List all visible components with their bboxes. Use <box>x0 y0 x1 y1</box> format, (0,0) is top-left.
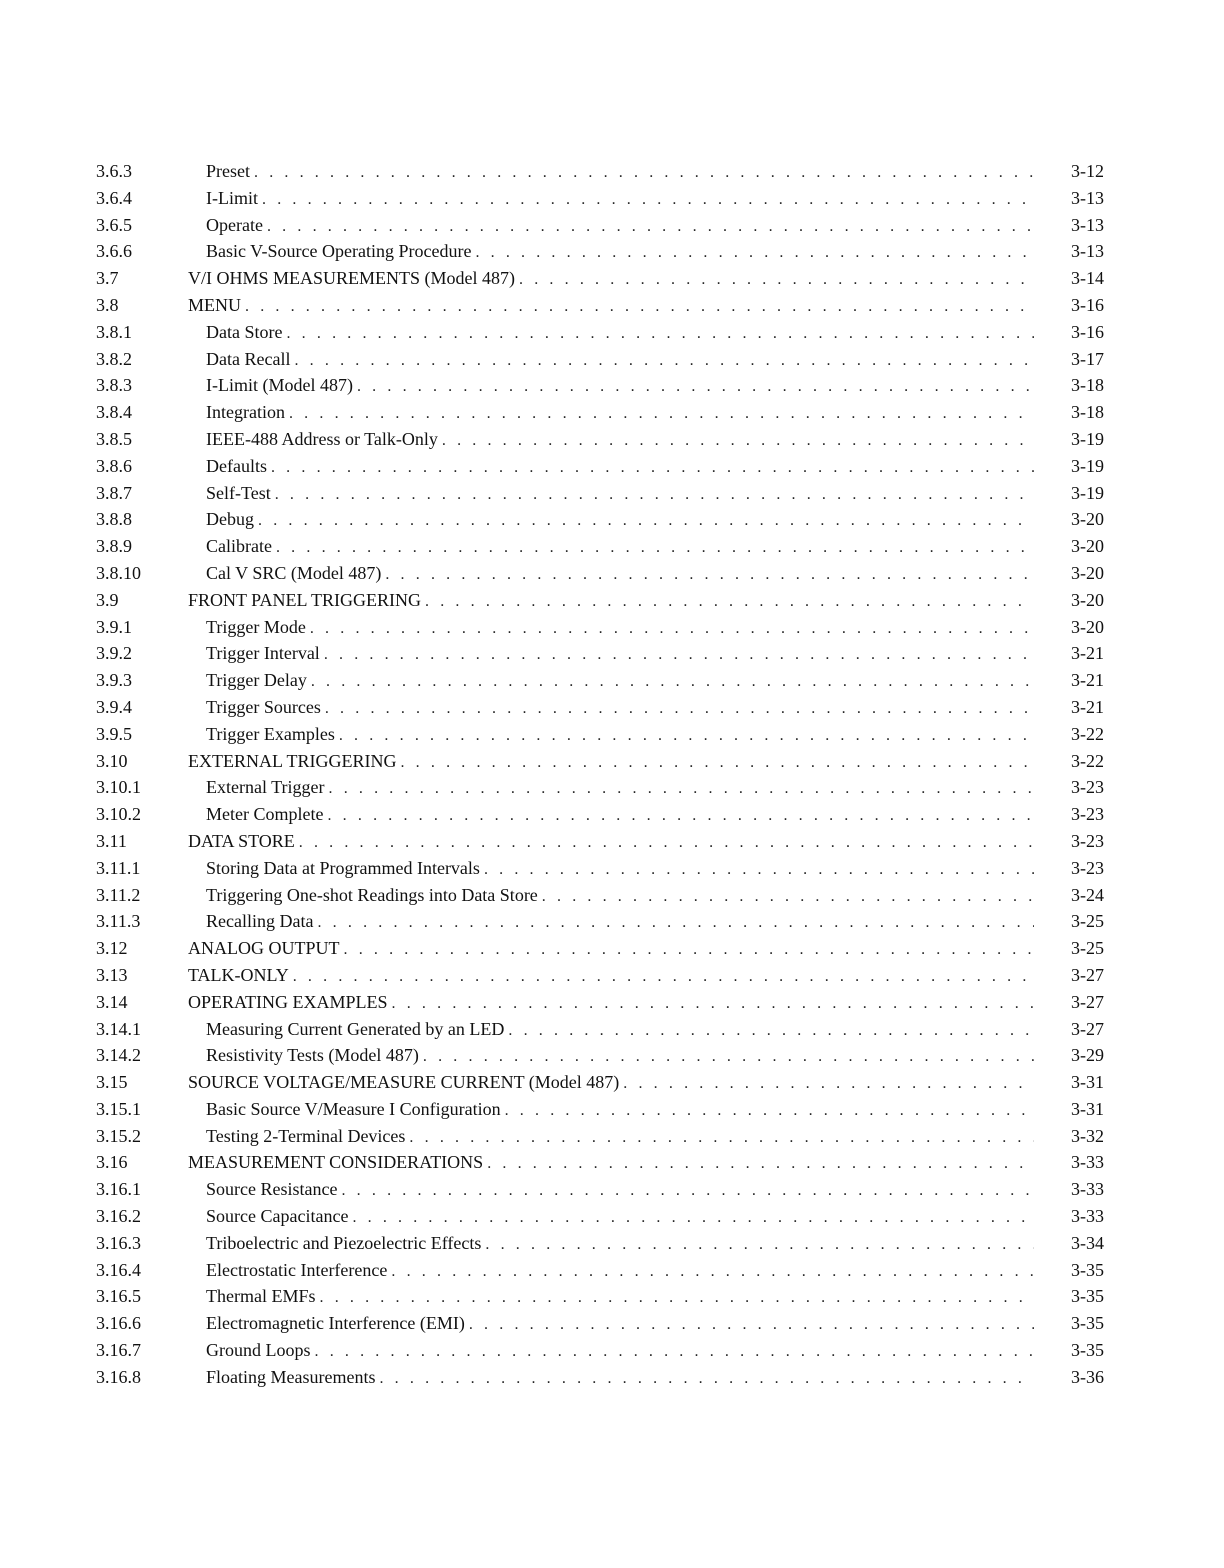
toc-section-number: 3.16.2 <box>96 1206 141 1227</box>
toc-page-number: 3-31 <box>1071 1072 1104 1093</box>
toc-section-title: Integration <box>206 402 285 423</box>
toc-section-title: Basic Source V/Measure I Configuration <box>206 1098 501 1119</box>
toc-title-wrap <box>188 614 1034 643</box>
toc-title-wrap <box>188 721 1034 750</box>
toc-title-wrap <box>188 238 1034 267</box>
toc-section-title: Resistivity Tests (Model 487) <box>206 1045 419 1066</box>
toc-dot-leader <box>275 482 1034 509</box>
toc-title-wrap <box>188 962 1034 991</box>
toc-page-number: 3-35 <box>1071 1340 1104 1361</box>
toc-section-title: ANALOG OUTPUT <box>188 938 340 959</box>
toc-dot-leader <box>299 830 1034 857</box>
toc-title-wrap <box>188 372 1034 401</box>
toc-entry <box>96 1337 1106 1364</box>
toc-section-number: 3.8.9 <box>96 536 132 557</box>
toc-section-title: Electrostatic Interference <box>206 1259 388 1280</box>
toc-section-number: 3.8.6 <box>96 455 132 476</box>
toc-entry <box>96 533 1106 560</box>
toc-section-number: 3.16.6 <box>96 1313 141 1334</box>
toc-entry <box>96 372 1106 399</box>
toc-section-title: Triboelectric and Piezoelectric Effects <box>206 1232 482 1253</box>
toc-section-title: Trigger Mode <box>206 616 306 637</box>
toc-entry <box>96 292 1106 319</box>
toc-entry <box>96 1257 1106 1284</box>
toc-title-wrap <box>188 292 1034 321</box>
toc-page-number: 3-27 <box>1071 964 1104 985</box>
toc-dot-leader <box>409 1125 1034 1152</box>
toc-dot-leader <box>289 401 1034 428</box>
toc-section-number: 3.15.2 <box>96 1125 141 1146</box>
toc-section-title: Triggering One-shot Readings into Data Store <box>206 884 538 905</box>
toc-entry <box>96 801 1106 828</box>
toc-title-wrap <box>188 587 1034 616</box>
toc-section-number: 3.14 <box>96 991 128 1012</box>
toc-title-wrap <box>188 399 1034 428</box>
toc-title-wrap <box>188 801 1034 830</box>
toc-title-wrap <box>188 212 1034 241</box>
toc-section-number: 3.16.1 <box>96 1179 141 1200</box>
toc-section-title: Meter Complete <box>206 804 324 825</box>
toc-section-title: Recalling Data <box>206 911 314 932</box>
toc-title-wrap <box>188 1364 1034 1393</box>
toc-title-wrap <box>188 1042 1034 1071</box>
toc-dot-leader <box>271 455 1034 482</box>
toc-title-wrap <box>188 1123 1034 1152</box>
toc-title-wrap <box>188 319 1034 348</box>
toc-section-number: 3.9.3 <box>96 670 132 691</box>
toc-section-title: I-Limit (Model 487) <box>206 375 353 396</box>
toc-page-number: 3-23 <box>1071 804 1104 825</box>
toc-dot-leader <box>391 1259 1034 1286</box>
toc-title-wrap <box>188 265 1034 294</box>
toc-section-number: 3.16.4 <box>96 1259 141 1280</box>
toc-section-number: 3.13 <box>96 964 128 985</box>
toc-title-wrap <box>188 667 1034 696</box>
toc-page-number: 3-18 <box>1071 375 1104 396</box>
toc-page-number: 3-25 <box>1071 911 1104 932</box>
toc-entry <box>96 748 1106 775</box>
toc-section-title: Trigger Interval <box>206 643 320 664</box>
toc-page-number: 3-13 <box>1071 241 1104 262</box>
toc-title-wrap <box>188 1337 1034 1366</box>
toc-page-number: 3-16 <box>1071 294 1104 315</box>
toc-dot-leader <box>344 937 1035 964</box>
toc-entry <box>96 265 1106 292</box>
toc-dot-leader <box>315 1339 1035 1366</box>
toc-dot-leader <box>245 294 1034 321</box>
toc-section-title: Self-Test <box>206 482 271 503</box>
toc-entry <box>96 1016 1106 1043</box>
toc-dot-leader <box>400 750 1034 777</box>
toc-page-number: 3-21 <box>1071 670 1104 691</box>
toc-dot-leader <box>487 1151 1034 1178</box>
toc-section-number: 3.7 <box>96 268 119 289</box>
toc-section-title: Calibrate <box>206 536 272 557</box>
toc-section-number: 3.9 <box>96 589 119 610</box>
toc-title-wrap <box>188 185 1034 214</box>
toc-entry <box>96 506 1106 533</box>
toc-dot-leader <box>276 535 1034 562</box>
toc-section-number: 3.8.10 <box>96 562 141 583</box>
toc-entry <box>96 1176 1106 1203</box>
toc-page-number: 3-20 <box>1071 536 1104 557</box>
toc-section-number: 3.8.5 <box>96 428 132 449</box>
toc-section-title: Storing Data at Programmed Intervals <box>206 857 480 878</box>
toc-page-number: 3-13 <box>1071 214 1104 235</box>
toc-entry <box>96 587 1106 614</box>
toc-title-wrap <box>188 1149 1034 1178</box>
toc-page-number: 3-19 <box>1071 455 1104 476</box>
toc-entry <box>96 1042 1106 1069</box>
toc-entry <box>96 453 1106 480</box>
toc-page-number: 3-20 <box>1071 509 1104 530</box>
toc-page-number: 3-27 <box>1071 991 1104 1012</box>
toc-page-number: 3-20 <box>1071 616 1104 637</box>
toc-title-wrap <box>188 989 1034 1018</box>
toc-entry <box>96 855 1106 882</box>
toc-entry <box>96 319 1106 346</box>
toc-section-title: Floating Measurements <box>206 1366 376 1387</box>
toc-page-number: 3-32 <box>1071 1125 1104 1146</box>
toc-section-number: 3.8.7 <box>96 482 132 503</box>
toc-section-title: Source Resistance <box>206 1179 338 1200</box>
toc-dot-leader <box>357 374 1034 401</box>
toc-entry <box>96 212 1106 239</box>
toc-page-number: 3-23 <box>1071 857 1104 878</box>
toc-dot-leader <box>519 267 1034 294</box>
toc-title-wrap <box>188 1176 1034 1205</box>
toc-section-number: 3.9.5 <box>96 723 132 744</box>
toc-dot-leader <box>267 214 1034 241</box>
toc-section-title: SOURCE VOLTAGE/MEASURE CURRENT (Model 487) <box>188 1072 620 1093</box>
toc-page-number: 3-23 <box>1071 777 1104 798</box>
toc-page-number: 3-22 <box>1071 723 1104 744</box>
toc-page-number: 3-18 <box>1071 402 1104 423</box>
toc-title-wrap <box>188 855 1034 884</box>
toc-title-wrap <box>188 158 1034 187</box>
toc-section-number: 3.10 <box>96 750 128 771</box>
toc-dot-leader <box>329 776 1035 803</box>
toc-dot-leader <box>379 1366 1034 1393</box>
toc-page-number: 3-33 <box>1071 1206 1104 1227</box>
toc-page-number: 3-31 <box>1071 1098 1104 1119</box>
toc-dot-leader <box>423 1044 1034 1071</box>
toc-section-title: Defaults <box>206 455 267 476</box>
toc-entry <box>96 614 1106 641</box>
toc-section-title: I-Limit <box>206 187 258 208</box>
toc-page-number: 3-20 <box>1071 589 1104 610</box>
toc-entry <box>96 640 1106 667</box>
toc-entry <box>96 238 1106 265</box>
toc-entry <box>96 962 1106 989</box>
toc-section-number: 3.16.7 <box>96 1340 141 1361</box>
toc-page-number: 3-12 <box>1071 161 1104 181</box>
toc-section-number: 3.14.1 <box>96 1018 141 1039</box>
toc-dot-leader <box>508 1018 1034 1045</box>
toc-section-title: OPERATING EXAMPLES <box>188 991 388 1012</box>
toc-entry <box>96 774 1106 801</box>
toc-page-number: 3-16 <box>1071 321 1104 342</box>
toc-page-number: 3-22 <box>1071 750 1104 771</box>
toc-section-title: Data Store <box>206 321 283 342</box>
toc-section-title: DATA STORE <box>188 830 295 851</box>
toc-section-title: Trigger Examples <box>206 723 335 744</box>
toc-entry <box>96 399 1106 426</box>
toc-entry <box>96 426 1106 453</box>
toc-entry <box>96 935 1106 962</box>
toc-section-title: Thermal EMFs <box>206 1286 316 1307</box>
toc-entry <box>96 346 1106 373</box>
toc-page-number: 3-27 <box>1071 1018 1104 1039</box>
toc-title-wrap <box>188 640 1034 669</box>
toc-title-wrap <box>188 1257 1034 1286</box>
toc-entry <box>96 828 1106 855</box>
toc-section-title: FRONT PANEL TRIGGERING <box>188 589 422 610</box>
toc-section-number: 3.8.1 <box>96 321 132 342</box>
toc-title-wrap <box>188 828 1034 857</box>
toc-page-number: 3-19 <box>1071 482 1104 503</box>
toc-section-title: Basic V-Source Operating Procedure <box>206 241 472 262</box>
toc-entry <box>96 1123 1106 1150</box>
toc-dot-leader <box>324 642 1034 669</box>
toc-entry <box>96 667 1106 694</box>
toc-section-number: 3.8.8 <box>96 509 132 530</box>
toc-section-title: MEASUREMENT CONSIDERATIONS <box>188 1152 484 1173</box>
toc-section-number: 3.11.1 <box>96 857 141 878</box>
toc-title-wrap <box>188 346 1034 375</box>
toc-section-title: Operate <box>206 214 263 235</box>
toc-section-title: External Trigger <box>206 777 325 798</box>
toc-section-number: 3.10.1 <box>96 777 141 798</box>
toc-section-title: Debug <box>206 509 254 530</box>
toc-dot-leader <box>310 616 1034 643</box>
toc-dot-leader <box>542 884 1034 911</box>
toc-section-title: Cal V SRC (Model 487) <box>206 562 382 583</box>
toc-entry <box>96 908 1106 935</box>
toc-title-wrap <box>188 774 1034 803</box>
toc-section-title: Preset <box>206 161 250 181</box>
toc-dot-leader <box>317 910 1034 937</box>
toc-section-number: 3.6.3 <box>96 161 132 181</box>
toc-dot-leader <box>320 1285 1035 1312</box>
toc-entry <box>96 480 1106 507</box>
toc-section-title: Measuring Current Generated by an LED <box>206 1018 505 1039</box>
toc-title-wrap <box>188 1283 1034 1312</box>
toc-page-number: 3-36 <box>1071 1366 1104 1387</box>
toc-section-number: 3.16 <box>96 1152 128 1173</box>
toc-dot-leader <box>339 723 1034 750</box>
toc-dot-leader <box>293 964 1034 991</box>
toc-section-title: MENU <box>188 294 241 315</box>
toc-dot-leader <box>311 669 1034 696</box>
toc-section-number: 3.16.3 <box>96 1232 141 1253</box>
toc-title-wrap <box>188 908 1034 937</box>
toc-section-number: 3.8 <box>96 294 119 315</box>
toc-section-title: EXTERNAL TRIGGERING <box>188 750 397 771</box>
toc-dot-leader <box>475 240 1034 267</box>
toc-dot-leader <box>623 1071 1034 1098</box>
table-of-contents <box>96 158 1106 1391</box>
toc-entry <box>96 989 1106 1016</box>
toc-dot-leader <box>484 857 1034 884</box>
toc-section-number: 3.11 <box>96 830 127 851</box>
toc-page-number: 3-21 <box>1071 643 1104 664</box>
toc-entry <box>96 882 1106 909</box>
toc-title-wrap <box>188 1310 1034 1339</box>
toc-page-number: 3-24 <box>1071 884 1104 905</box>
toc-dot-leader <box>294 348 1034 375</box>
toc-section-title: TALK-ONLY <box>188 964 289 985</box>
toc-entry <box>96 1149 1106 1176</box>
toc-title-wrap <box>188 1230 1034 1259</box>
toc-page-number: 3-33 <box>1071 1179 1104 1200</box>
toc-section-title: Electromagnetic Interference (EMI) <box>206 1313 465 1334</box>
toc-page-number: 3-33 <box>1071 1152 1104 1173</box>
toc-section-number: 3.15.1 <box>96 1098 141 1119</box>
toc-dot-leader <box>385 562 1034 589</box>
toc-entry <box>96 1364 1106 1391</box>
toc-section-number: 3.6.5 <box>96 214 132 235</box>
toc-entry <box>96 1069 1106 1096</box>
toc-title-wrap <box>188 560 1034 589</box>
toc-title-wrap <box>188 1096 1034 1125</box>
toc-dot-leader <box>262 187 1034 214</box>
toc-title-wrap <box>188 506 1034 535</box>
toc-section-number: 3.16.5 <box>96 1286 141 1307</box>
toc-title-wrap <box>188 533 1034 562</box>
toc-dot-leader <box>286 321 1034 348</box>
toc-dot-leader <box>442 428 1034 455</box>
toc-title-wrap <box>188 882 1034 911</box>
toc-page-number: 3-14 <box>1071 268 1104 289</box>
toc-title-wrap <box>188 935 1034 964</box>
toc-entry <box>96 1283 1106 1310</box>
toc-dot-leader <box>341 1178 1034 1205</box>
toc-section-number: 3.16.8 <box>96 1366 141 1387</box>
toc-section-number: 3.6.4 <box>96 187 132 208</box>
toc-section-number: 3.9.4 <box>96 696 132 717</box>
toc-dot-leader <box>392 991 1034 1018</box>
toc-entry <box>96 185 1106 212</box>
toc-section-number: 3.15 <box>96 1072 128 1093</box>
toc-section-title: IEEE-488 Address or Talk-Only <box>206 428 438 449</box>
toc-page-number: 3-34 <box>1071 1232 1104 1253</box>
toc-section-number: 3.9.2 <box>96 643 132 664</box>
toc-dot-leader <box>469 1312 1034 1339</box>
toc-page-number: 3-23 <box>1071 830 1104 851</box>
toc-title-wrap <box>188 1069 1034 1098</box>
toc-section-number: 3.14.2 <box>96 1045 141 1066</box>
toc-page-number: 3-29 <box>1071 1045 1104 1066</box>
toc-section-number: 3.10.2 <box>96 804 141 825</box>
toc-title-wrap <box>188 453 1034 482</box>
toc-page-number: 3-35 <box>1071 1313 1104 1334</box>
toc-section-title: Trigger Sources <box>206 696 321 717</box>
toc-page-number: 3-17 <box>1071 348 1104 369</box>
toc-entry <box>96 1230 1106 1257</box>
toc-section-number: 3.11.3 <box>96 911 141 932</box>
toc-section-title: Source Capacitance <box>206 1206 349 1227</box>
toc-title-wrap <box>188 480 1034 509</box>
toc-page-number: 3-25 <box>1071 938 1104 959</box>
toc-section-title: Testing 2-Terminal Devices <box>206 1125 406 1146</box>
toc-section-number: 3.8.4 <box>96 402 132 423</box>
toc-page-number: 3-35 <box>1071 1286 1104 1307</box>
toc-section-title: V/I OHMS MEASUREMENTS (Model 487) <box>188 268 516 289</box>
toc-page-number: 3-35 <box>1071 1259 1104 1280</box>
toc-dot-leader <box>505 1098 1034 1125</box>
toc-entry <box>96 694 1106 721</box>
toc-section-title: Data Recall <box>206 348 291 369</box>
toc-entry <box>96 560 1106 587</box>
toc-section-number: 3.8.2 <box>96 348 132 369</box>
toc-section-title: Trigger Delay <box>206 670 307 691</box>
toc-entry <box>96 158 1106 185</box>
toc-section-number: 3.12 <box>96 938 128 959</box>
toc-entry <box>96 1310 1106 1337</box>
toc-dot-leader <box>325 696 1034 723</box>
toc-dot-leader <box>327 803 1034 830</box>
toc-dot-leader <box>352 1205 1034 1232</box>
toc-dot-leader <box>254 160 1034 187</box>
toc-title-wrap <box>188 1016 1034 1045</box>
toc-page-number: 3-19 <box>1071 428 1104 449</box>
toc-section-number: 3.11.2 <box>96 884 141 905</box>
toc-title-wrap <box>188 694 1034 723</box>
toc-page-number: 3-20 <box>1071 562 1104 583</box>
toc-page-number: 3-21 <box>1071 696 1104 717</box>
toc-section-number: 3.8.3 <box>96 375 132 396</box>
toc-title-wrap <box>188 1203 1034 1232</box>
toc-entry <box>96 1203 1106 1230</box>
toc-section-number: 3.9.1 <box>96 616 132 637</box>
toc-page-number: 3-13 <box>1071 187 1104 208</box>
toc-dot-leader <box>485 1232 1034 1259</box>
toc-entry <box>96 1096 1106 1123</box>
toc-entry <box>96 721 1106 748</box>
toc-dot-leader <box>425 589 1034 616</box>
toc-dot-leader <box>258 508 1034 535</box>
toc-section-title: Ground Loops <box>206 1340 311 1361</box>
toc-title-wrap <box>188 748 1034 777</box>
toc-section-number: 3.6.6 <box>96 241 132 262</box>
toc-title-wrap <box>188 426 1034 455</box>
